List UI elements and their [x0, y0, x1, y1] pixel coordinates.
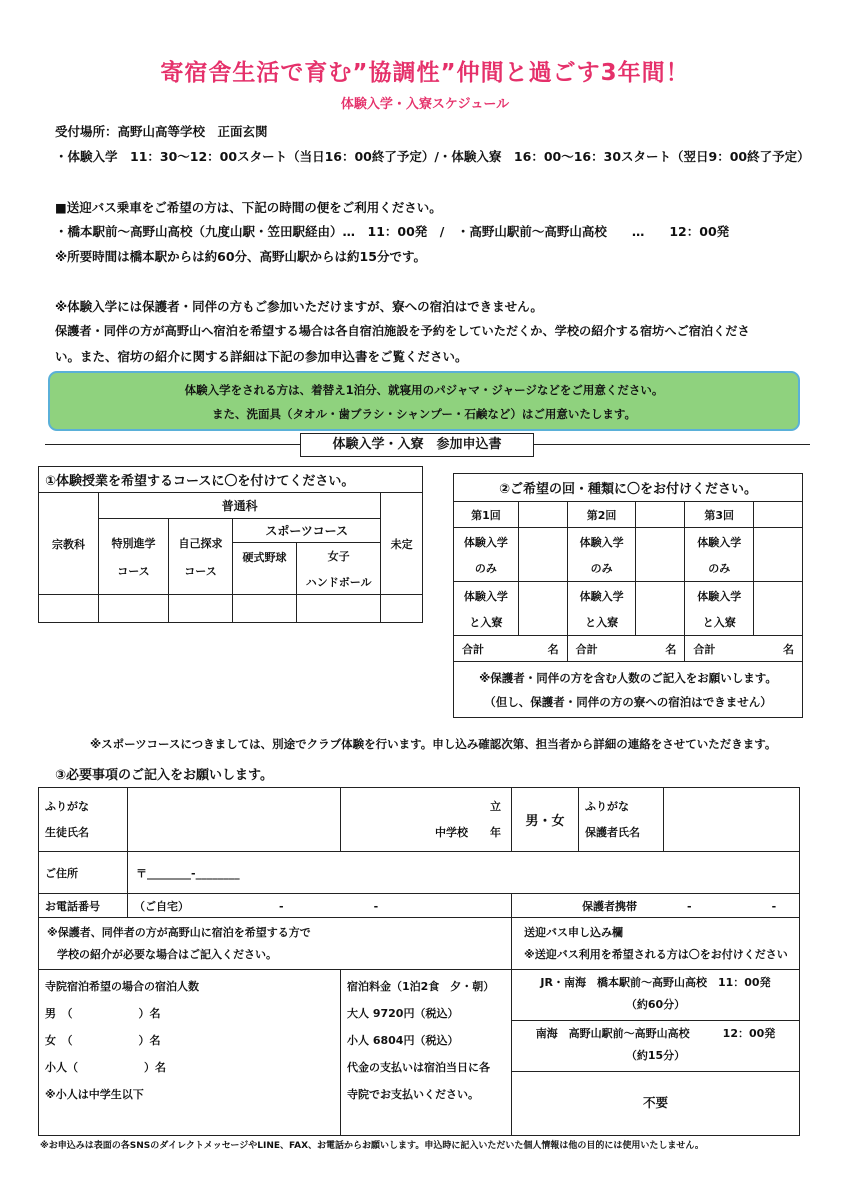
round-1: 第1回: [454, 502, 519, 528]
child-count[interactable]: 小人（ ）名: [45, 1061, 166, 1074]
dash: -: [687, 899, 692, 913]
only-taiken-sub: のみ: [474, 561, 497, 575]
with-dorm-sub: と入寮: [585, 615, 619, 629]
answer-cell[interactable]: [518, 528, 567, 582]
answer-cell[interactable]: [381, 595, 423, 623]
dash: -: [771, 899, 777, 913]
guardian-lodging-note-2: い。また、宿坊の紹介に関する詳細は下記の参加申込書をご覧ください。: [55, 349, 468, 364]
address-label: ご住所: [39, 852, 128, 894]
guardian-lodging-note: 保護者・同伴の方が高野山へ宿泊を希望する場合は各自宿泊施設を予約をしていただくか、学校の紹介する宿坊へご宿泊くださ: [55, 324, 750, 338]
bus-heading: ■送迎バス乗車をご希望の方は、下記の時間の便をご利用ください。: [55, 200, 442, 215]
total-unit: 名: [665, 642, 677, 656]
bus-unnecessary[interactable]: 不要: [642, 1095, 668, 1110]
route2-time: （約15分）: [625, 1049, 686, 1062]
total-unit: 名: [547, 642, 559, 656]
round-table-heading: ②ご希望の回・種類に〇をお付けください。: [454, 474, 803, 502]
mobile-field[interactable]: [512, 894, 800, 918]
only-taiken-sub: のみ: [590, 561, 613, 575]
child-note: ※小人は中学生以下: [45, 1088, 144, 1101]
course-tokubetsu-label-1: 特別進学: [111, 536, 156, 550]
lodging-people[interactable]: [39, 970, 341, 1136]
fee-head: 宿泊料金（1泊2食 夕・朝）: [347, 980, 495, 993]
sports-course-note: ※スポーツコースにつきましては、別途でクラブ体験を行います。申し込み確認次第、担当者から詳細の連絡をさせていただきます。: [90, 737, 777, 751]
people-head: 寺院宿泊希望の場合の宿泊人数: [45, 980, 199, 993]
dash: -: [279, 899, 284, 913]
address-field[interactable]: 〒________-________: [128, 852, 800, 894]
lodging-note-2: 学校の紹介が必要な場合はご記入ください。: [57, 947, 277, 961]
answer-cell[interactable]: [636, 582, 685, 636]
answer-cell[interactable]: [39, 595, 99, 623]
course-joshi-label-1: 女子: [327, 549, 350, 563]
with-dorm-label: 体験入学: [579, 589, 624, 603]
with-dorm-3: [685, 582, 754, 636]
only-taiken-3: [685, 528, 754, 582]
answer-cell[interactable]: [754, 528, 803, 582]
round-note-1: ※保護者・同伴の方を含む人数のご記入をお願いします。: [479, 670, 777, 685]
furigana-label: ふりがな: [45, 799, 89, 813]
course-mitei: 未定: [381, 493, 423, 595]
footer-note: ※お申込みは表面の各SNSのダイレクトメッセージやLINE、FAX、お電話からお願いします。申込時に記入いただいた個人情報は他の目的には使用いたしません。: [40, 1141, 704, 1151]
answer-cell[interactable]: [636, 502, 685, 528]
guardian-name-field[interactable]: [664, 788, 800, 852]
course-futsuka: 普通科: [98, 493, 380, 519]
course-joshi-label-2: ハンドボール: [305, 575, 372, 589]
guardian-name-text: 保護者氏名: [585, 825, 640, 839]
student-name-label: [39, 788, 128, 852]
mobile-label: 保護者携帯: [582, 899, 637, 913]
round-3: 第3回: [685, 502, 754, 528]
bus-options: [512, 970, 800, 1136]
bus-times: ・橋本駅前～高野山高校（九度山駅・笠田駅経由）… 11：00発 / ・高野山駅前～高野山高校 … 12：00発: [55, 224, 730, 239]
applicant-table: [38, 787, 800, 1136]
round-note-2: （但し、保護者・同伴の方の寮への宿泊はできません）: [484, 694, 772, 709]
course-tokubetsu-label-2: コース: [117, 564, 150, 578]
preparation-line-2: また、洗面具（タオル・歯ブラシ・シャンプー・石鹸など）はご用意いたします。: [211, 407, 636, 421]
only-taiken-sub: のみ: [708, 561, 731, 575]
round-2: 第2回: [567, 502, 636, 528]
course-joshi: [297, 543, 381, 595]
answer-cell[interactable]: [754, 502, 803, 528]
phone-label: お電話番号: [39, 894, 128, 918]
preparation-line-1: 体験入学をされる方は、着替え1泊分、就寝用のパジャマ・ジャージなどをご用意ください。: [184, 383, 664, 397]
answer-cell[interactable]: [169, 595, 233, 623]
answer-cell[interactable]: [636, 528, 685, 582]
only-taiken-label: 体験入学: [697, 535, 742, 549]
route2-label: 南海 高野山駅前～高野山高校 12：00発: [535, 1027, 776, 1040]
route1-label: JR・南海 橋本駅前～高野山高校 11：00発: [540, 976, 771, 989]
phone-field[interactable]: [128, 894, 512, 918]
male-count[interactable]: 男 （ ）名: [45, 1007, 161, 1020]
reception-place: 受付場所：高野山高等学校 正面玄関: [55, 124, 268, 139]
answer-cell[interactable]: [518, 582, 567, 636]
chugakko-label: 中学校: [435, 825, 468, 839]
total-3[interactable]: [685, 636, 803, 662]
total-1[interactable]: [454, 636, 568, 662]
with-dorm-2: [567, 582, 636, 636]
total-2[interactable]: [567, 636, 685, 662]
round-notes: [454, 662, 803, 718]
total-unit: 名: [783, 642, 794, 656]
total-label: 合計: [462, 642, 484, 656]
course-jiko: [169, 519, 233, 595]
course-sports: スポーツコース: [233, 519, 381, 543]
dash: -: [373, 899, 379, 913]
bus-route-1[interactable]: [512, 970, 799, 1021]
bus-duration: ※所要時間は橋本駅からは約60分、高野山駅からは約15分です。: [55, 249, 426, 264]
only-taiken-2: [567, 528, 636, 582]
child-fee: 小人 6804円（税込）: [347, 1034, 459, 1047]
route1-time: （約60分）: [625, 998, 686, 1011]
guardian-note: ※体験入学には保護者・同伴の方もご参加いただけますが、寮への宿泊はできません。: [55, 299, 543, 314]
schedule-line: ・体験入学 11：30～12：00スタート（当日16：00終了予定）/・体験入寮 16：00～16：30スタート（翌日9：00終了予定）: [55, 149, 810, 164]
home-label: （ご自宅）: [134, 899, 189, 913]
student-name-text: 生徒氏名: [45, 825, 89, 839]
bus-route-2[interactable]: [512, 1021, 799, 1072]
answer-cell[interactable]: [518, 502, 567, 528]
course-shukyo: 宗教科: [39, 493, 99, 595]
nen-label: 年: [490, 825, 501, 839]
course-table-heading: ①体験授業を希望するコースに〇を付けてください。: [39, 467, 423, 493]
only-taiken-label: 体験入学: [579, 535, 624, 549]
total-label: 合計: [575, 642, 598, 656]
bus-apply-title: 送迎バス申し込み欄: [524, 925, 623, 939]
answer-cell[interactable]: [754, 582, 803, 636]
payment-note-1: 代金の支払いは宿泊当日に各: [347, 1061, 490, 1074]
bus-apply-note: ※送迎バス利用を希望される方は〇をお付けください: [524, 947, 788, 961]
course-tokubetsu: [98, 519, 168, 595]
bus-apply-header: [512, 918, 800, 970]
guardian-furigana-label: ふりがな: [585, 799, 629, 813]
only-taiken-label: 体験入学: [463, 535, 508, 549]
lodging-notes: [39, 918, 512, 970]
with-dorm-sub: と入寮: [702, 615, 736, 629]
female-count[interactable]: 女 （ ）名: [45, 1034, 161, 1047]
page-subtitle: 体験入学・入寮スケジュール: [340, 97, 510, 112]
gender-field[interactable]: 男・女: [512, 788, 579, 852]
adult-fee: 大人 9720円（税込）: [347, 1007, 459, 1020]
answer-cell[interactable]: [297, 595, 381, 623]
preparation-notice: [48, 371, 800, 431]
with-dorm-label: 体験入学: [463, 589, 508, 603]
student-name-field[interactable]: [128, 788, 341, 852]
answer-cell[interactable]: [98, 595, 168, 623]
course-jiko-label-1: 自己探求: [178, 536, 223, 550]
total-label: 合計: [693, 642, 716, 656]
round-table: [453, 473, 803, 718]
guardian-name-label: [579, 788, 664, 852]
page-title: 寄宿舎生活で育む”協調性”仲間と過ごす3年間！: [160, 60, 690, 86]
section3-heading: ③必要事項のご記入をお願いします。: [55, 768, 273, 783]
course-jiko-label-2: コース: [184, 564, 217, 578]
answer-cell[interactable]: [233, 595, 297, 623]
course-koshiki: 硬式野球: [233, 543, 297, 595]
with-dorm-sub: と入寮: [469, 615, 503, 629]
course-table: [38, 466, 423, 623]
lodging-note-1: ※保護者、同伴者の方が高野山に宿泊を希望する方で: [47, 925, 311, 939]
school-field[interactable]: [341, 788, 512, 852]
only-taiken-1: [454, 528, 519, 582]
payment-note-2: 寺院でお支払いください。: [347, 1088, 479, 1101]
with-dorm-1: [454, 582, 519, 636]
ritsu-label: 立: [490, 799, 501, 813]
lodging-fee: [341, 970, 512, 1136]
with-dorm-label: 体験入学: [697, 589, 742, 603]
form-title: 体験入学・入寮 参加申込書: [300, 433, 534, 457]
